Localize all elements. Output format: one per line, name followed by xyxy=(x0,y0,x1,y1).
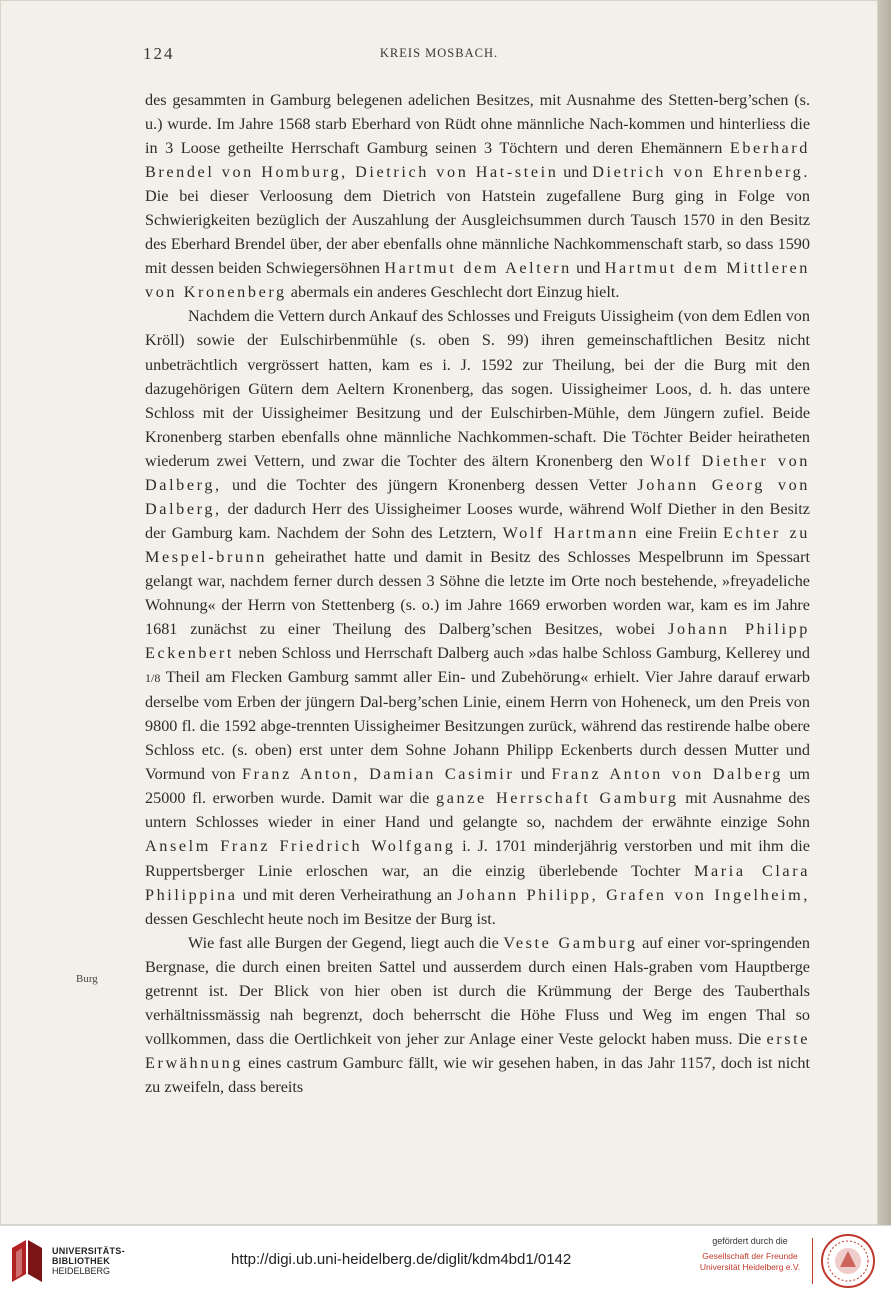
margin-note-burg: Burg xyxy=(76,973,98,985)
paragraph-2 xyxy=(145,304,810,930)
library-line: UNIVERSITÄTS- xyxy=(52,1246,125,1256)
spaced-name: Hartmut dem Mittleren von Kronenberg xyxy=(145,259,810,302)
spaced-name: Echter zu Mespel-brunn xyxy=(145,523,810,566)
spaced-name: Franz Anton, Damian Casimir xyxy=(242,765,515,784)
spaced-name: Maria Clara Philippina xyxy=(145,861,810,904)
text-run: abermals ein anderes Geschlecht dort Einzug hielt. xyxy=(286,283,620,302)
text-run: und die Tochter des jüngern Kronenberg dessen Vetter xyxy=(221,475,638,494)
paragraph-3 xyxy=(145,931,810,1099)
spaced-name: Johann Georg von Dalberg, xyxy=(145,475,810,518)
sponsor-divider xyxy=(812,1238,813,1284)
text-run: und xyxy=(558,163,593,182)
text-run: und xyxy=(571,259,605,278)
text-run: eines castrum Gamburc fällt, wie wir gesehen haben, in das Jahr 1157, doch ist nicht zu zweifeln, dass bereits xyxy=(145,1053,810,1096)
library-logo-icon[interactable] xyxy=(10,1238,44,1284)
viewer-footer xyxy=(0,1225,891,1295)
text-run: Die bei dieser Verloosung dem Dietrich von Hatstein zugefallene Burg ging in Folge von Schwierigkeiten bezüglich der Auszahlung der Ausgleichsummen durch Tausch 1570 in den Besitz des Eberhard Brendel über, der aber ebenfalls ohne männliche Nachkommenschaft starb, so dass 1590 mit dessen beiden Schwiegersöhnen xyxy=(145,187,810,278)
spaced-name: Anselm Franz Friedrich Wolfgang xyxy=(145,837,456,856)
text-run: der dadurch Herr des Uissigheimer Looses wurde, während Wolf Diether in den Besitz der Gamburg kam. Nachdem der Sohn des Letztern, xyxy=(145,499,810,542)
spaced-name: Franz Anton von Dalberg xyxy=(551,765,783,784)
sponsor-line: Gesellschaft der Freunde xyxy=(702,1251,798,1261)
spaced-name: Johann Philipp, Grafen von Ingelheim, xyxy=(457,885,810,904)
sponsor-block[interactable] xyxy=(690,1236,810,1273)
text-run: geheirathet hatte und damit in Besitz des Schlosses Mespelbrunn im Spessart gelangt war, nachdem ferner durch dessen 3 Söhne die letzte im Orte noch bestehende, »freyadeliche Wohnung« der Herrn von Stettenberg (s. o.) im Jahre 1669 erworben worden war, kam es im Jahre 1681 zunächst zu einer Theilung des Dalberg’schen Besitzes, wobei xyxy=(145,547,810,639)
university-seal-icon[interactable] xyxy=(820,1233,876,1289)
library-line: BIBLIOTHEK xyxy=(52,1256,110,1266)
text-run: und mit deren Verheirathung an xyxy=(237,885,458,904)
spaced-name: Johann Philipp Eckenbert xyxy=(145,620,810,663)
sponsor-line: Universität Heidelberg e.V. xyxy=(699,1262,801,1272)
text-run: Wie fast alle Burgen der Gegend, liegt auch die xyxy=(188,933,504,952)
text-run: eine Freiin xyxy=(639,523,723,542)
text-run: Nachdem die Vettern durch Ankauf des Schlosses und Freiguts Uissigheim (von dem Edlen von Kröll) sowie der Eulschirbenmühle (s. oben S. 99) ihren gemeinschaftlichen Besitz nicht unbeträchtlich vergrössert hatten, kam es i. J. 1592 zur Theilung, bei der die Burg mit den dazugehörigen Gütern dem Aeltern Kronenberg, das sogen. Uissigheimer Loos, d. h. das untere Schloss mit der Uissigheimer Besitzung und der Eulschirben-Mühle, dem Jüngern zufiel. Beide Kronenberg starben ebenfalls ohne männliche Nachkommen-schaft. Die Töchter Beider heiratheten wiederum zwei Vettern, und zwar die Tochter des ältern Kronenberg den xyxy=(145,307,810,470)
spaced-name: erste Erwähnung xyxy=(145,1029,810,1072)
spaced-name: Wolf Diether von Dalberg, xyxy=(145,451,810,494)
text-run: auf einer vor-springenden Bergnase, die durch einen breiten Sattel und ausserdem durch einen Hals-graben vom Hauptberge getrennt ist. Der Blick von hier oben ist durch die Krümmung der Berge des Tauberthals verhältnissmässig nah begrenzt, doch beherrscht die Höhe Fluss und Weg im engen Thal so vollkommen, dass die Oertlichkeit von jeher zur Anlage einer Veste gelockt haben muss. Die xyxy=(145,933,810,1048)
spaced-name: ganze Herrschaft Gamburg xyxy=(436,789,679,808)
text-run: mit Ausnahme des untern Schlosses wieder in einer Hand und gelangte so, nachdem der erwähnte einzige Sohn xyxy=(145,789,810,832)
text-run: um 25000 fl. erworben wurde. Damit war die xyxy=(145,765,811,808)
sponsor-lead: gefördert durch die xyxy=(712,1236,788,1246)
paragraph-1 xyxy=(145,88,810,304)
permalink-url[interactable]: http://digi.ub.uni-heidelberg.de/diglit/kdm4bd1/0142 xyxy=(231,1251,572,1268)
running-head: KREIS MOSBACH. xyxy=(379,46,499,60)
body-text xyxy=(145,88,810,1099)
text-run: i. J. 1701 minderjährig verstorben und mit ihm die Ruppertsberger Linie erloschen war, an die einzig überlebende Tochter xyxy=(145,837,810,880)
library-line: HEIDELBERG xyxy=(52,1266,111,1276)
library-name[interactable] xyxy=(52,1246,125,1276)
text-run: und xyxy=(514,765,552,784)
text-run: neben Schloss und Herrschaft Dalberg auch »das halbe Schloss Gamburg, Kellerey und xyxy=(234,644,810,663)
fraction: 1/8 xyxy=(145,671,161,686)
spaced-name: Dietrich von Ehrenberg. xyxy=(592,163,810,182)
spaced-name: Eberhard Brendel von Homburg, Dietrich von Hat-stein xyxy=(145,139,810,182)
page-header xyxy=(0,44,878,64)
text-run: Theil am Flecken Gamburg sammt aller Ein- und Zubehörung« erhielt. Vier Jahre darauf erwarb derselbe vom Erben der jüngern Dal-berg’schen Linie, einem Herrn von Hoheneck, um den Preis von 9800 fl. die 1592 abge-trennten Uissigheimer Besitzungen zurück, während das restirende halbe obere Schloss etc. (s. oben) erst unter dem Sohne Johann Philipp Eckenberts durch dessen Mutter und Vormund von xyxy=(145,668,810,784)
text-run: dessen Geschlecht heute noch im Besitze der Burg ist. xyxy=(145,909,496,928)
page-number: 124 xyxy=(143,44,175,63)
spaced-name: Hartmut dem Aeltern xyxy=(384,259,572,278)
spaced-name: Wolf Hartmann xyxy=(502,523,640,542)
page-edge xyxy=(878,0,891,1225)
spaced-name: Veste Gamburg xyxy=(503,933,638,952)
text-run: des gesammten in Gamburg belegenen adelichen Besitzes, mit Ausnahme des Stetten-berg’schen (s. u.) wurde. Im Jahre 1568 starb Eberhard von Rüdt ohne männliche Nach-kommen und hinterliess die in 3 Loose getheilte Herrschaft Gamburg seinen 3 Töchtern und deren Ehemännern xyxy=(145,91,810,158)
